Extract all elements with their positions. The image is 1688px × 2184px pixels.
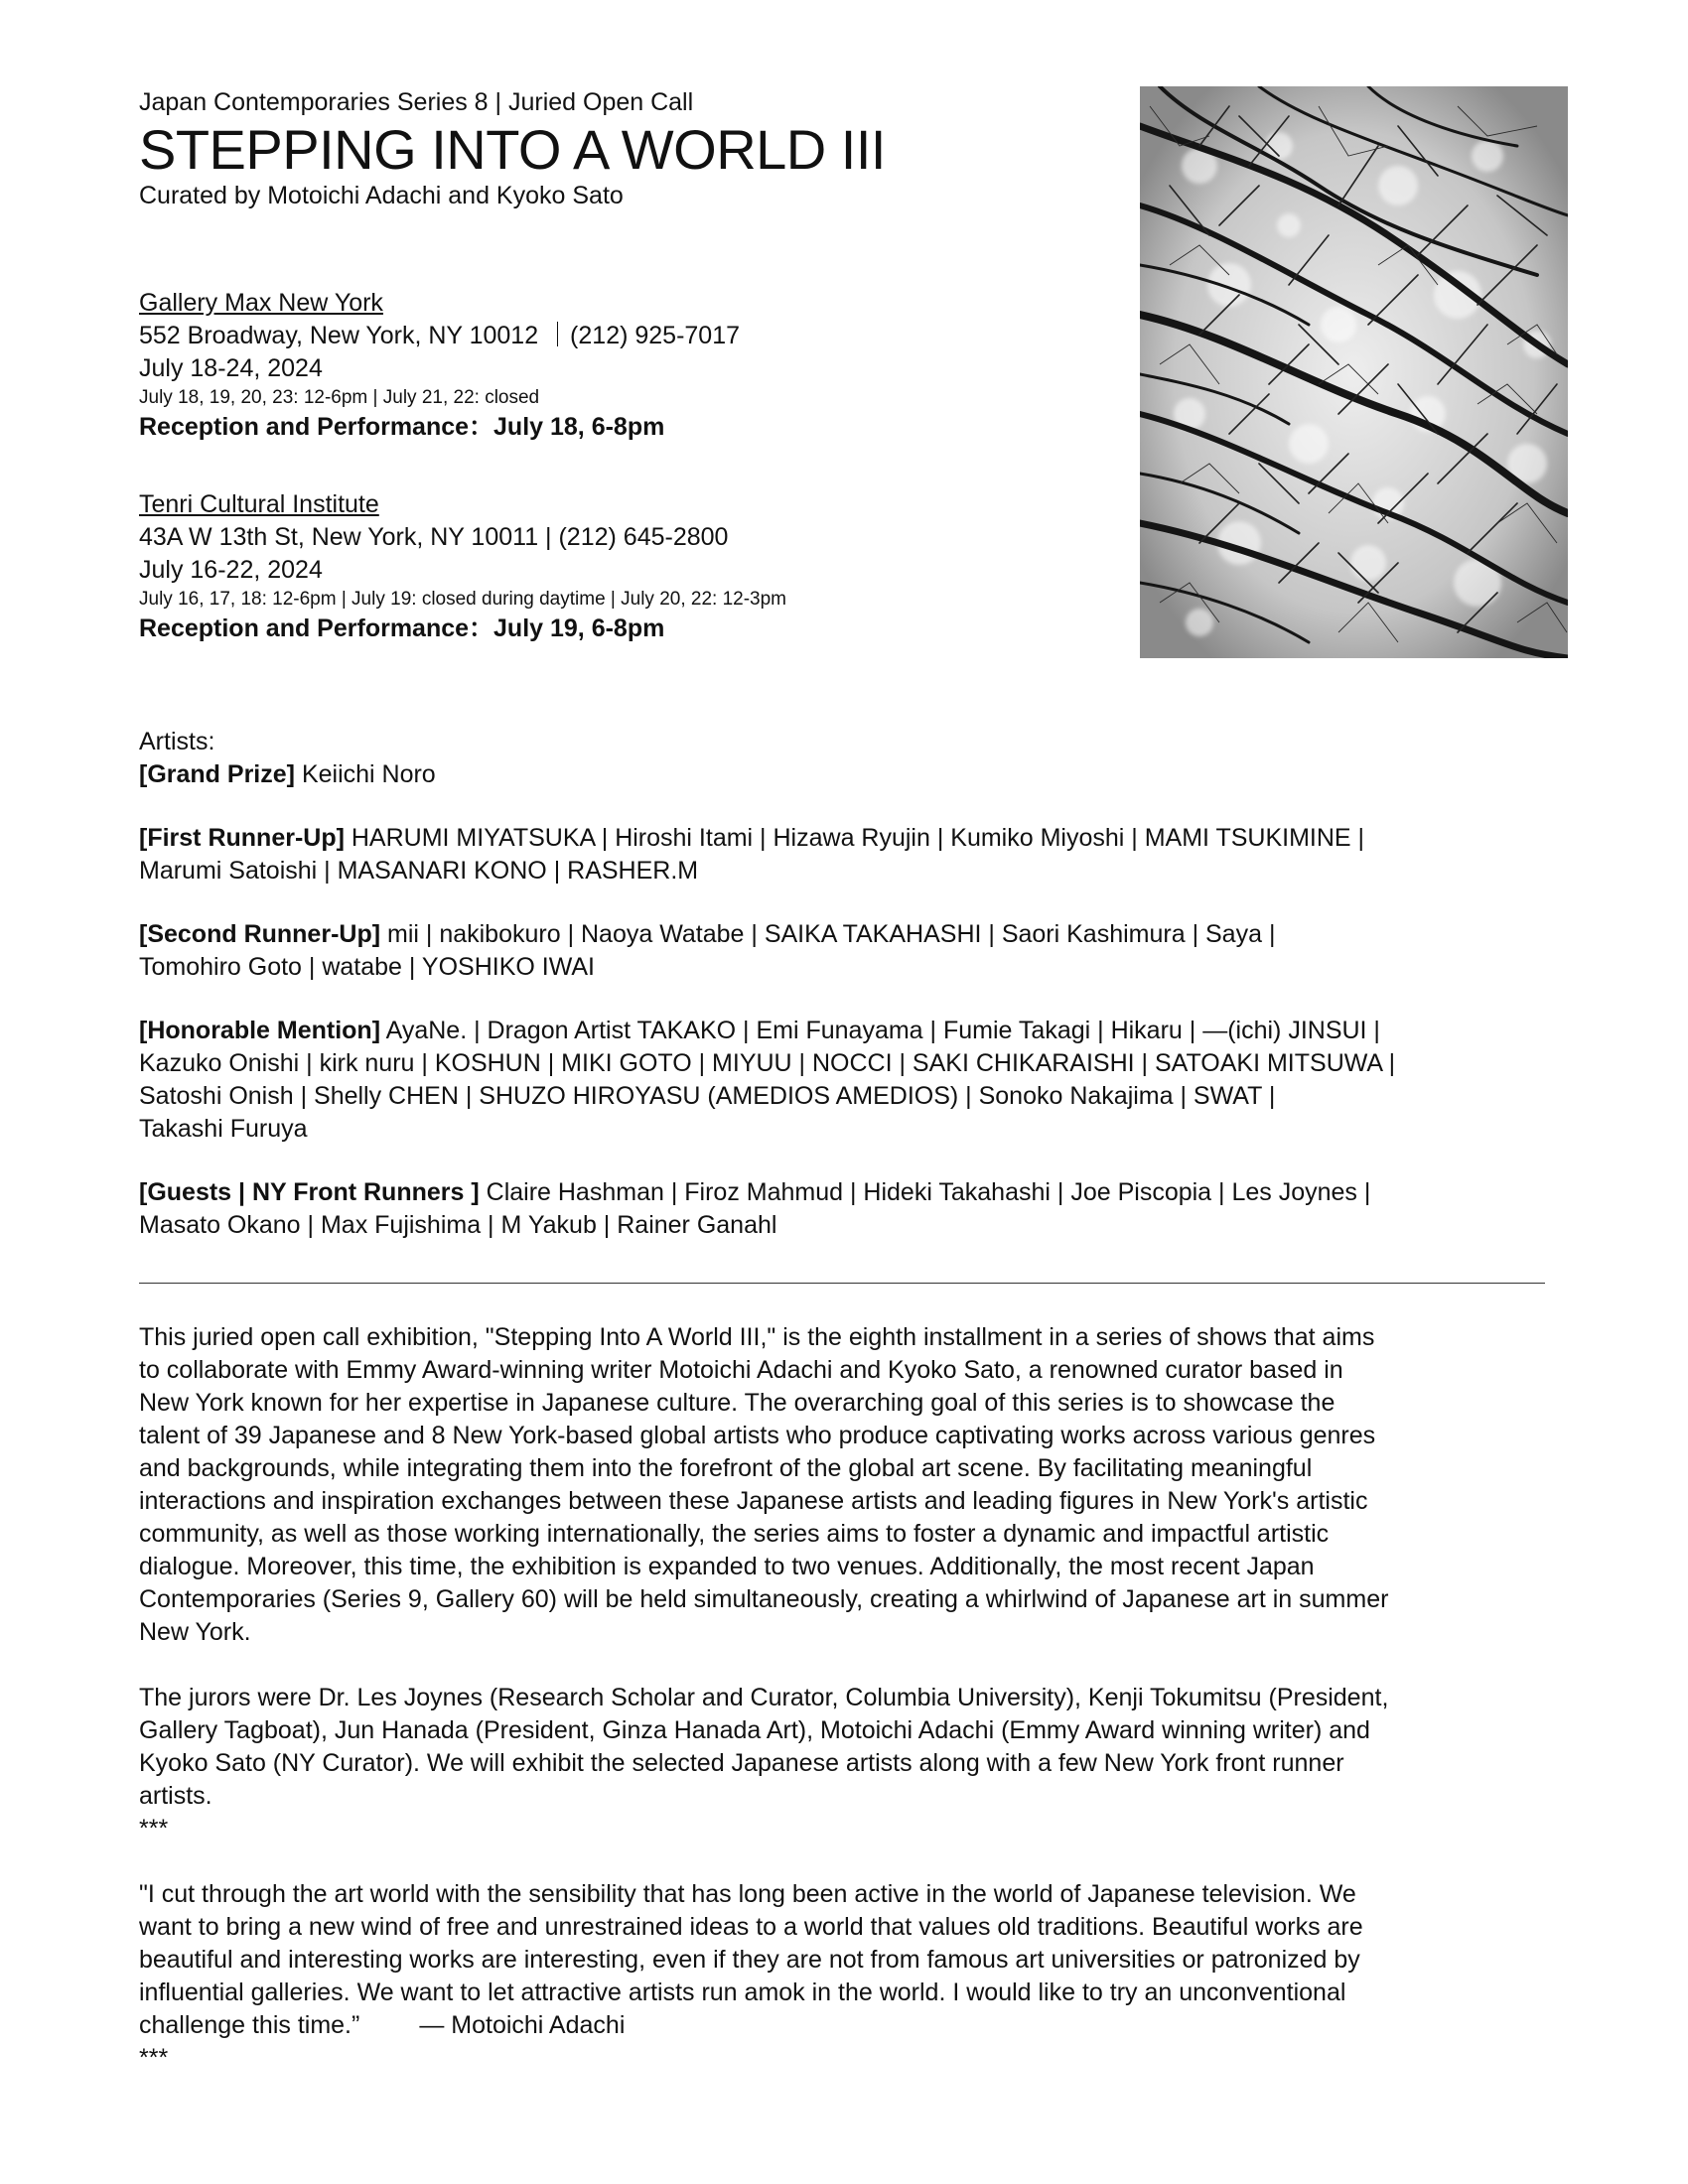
text-line: talent of 39 Japanese and 8 New York-based global artists who produce captivating works across various genres — [139, 1422, 1376, 1449]
body-text — [139, 1321, 1559, 2075]
text-line: dialogue. Moreover, this time, the exhibition is expanded to two venues. Additionally, the most recent Japan — [139, 1553, 1315, 1580]
grand-prize-names: Keiichi Noro — [301, 760, 436, 788]
text-line: New York. — [139, 1618, 251, 1646]
guests-names: Claire Hashman | Firoz Mahmud | Hideki Takahashi | Joe Piscopia | Les Joynes | — [486, 1178, 1371, 1206]
honorable-mention-group — [139, 1015, 1559, 1146]
honorable-mention-names-cont: Takashi Furuya — [139, 1115, 308, 1143]
tree-branches-photo — [1140, 86, 1568, 658]
quote-last-line — [139, 2009, 1559, 2042]
second-runner-up-label: [Second Runner-Up] — [139, 920, 381, 948]
text-line: "I cut through the art world with the sensibility that has long been active in the world of Japanese television. We — [139, 1880, 1356, 1908]
second-runner-up-names-cont: Tomohiro Goto | watabe | YOSHIKO IWAI — [139, 953, 595, 981]
guests-group — [139, 1176, 1559, 1242]
venue-name: Tenri Cultural Institute — [139, 490, 379, 518]
text-line: and backgrounds, while integrating them into the forefront of the global art scene. By facilitating meaningful — [139, 1454, 1313, 1482]
first-runner-up-names-cont: Marumi Satoishi | MASANARI KONO | RASHER.M — [139, 857, 699, 885]
first-runner-up-group — [139, 822, 1559, 887]
venue-reception: Reception and Performance：July 18, 6-8pm — [139, 413, 665, 441]
venue-hours: July 18, 19, 20, 23: 12-6pm | July 21, 22: closed — [139, 387, 540, 408]
honorable-mention-names: AyaNe. | Dragon Artist TAKAKO | Emi Funayama | Fumie Takagi | Hikaru | —(ichi) JINSUI | — [385, 1017, 1380, 1044]
text-line: This juried open call exhibition, "Stepping Into A World III," is the eighth installment in a series of shows that aims — [139, 1323, 1375, 1351]
text-line: to collaborate with Emmy Award-winning writer Motoichi Adachi and Kyoko Sato, a renowned curator based in — [139, 1356, 1343, 1384]
exhibition-title: STEPPING INTO A WORLD III — [139, 118, 886, 181]
venue-name: Gallery Max New York — [139, 289, 383, 317]
second-runner-up-group — [139, 918, 1559, 984]
text-line: Gallery Tagboat), Jun Hanada (President, Ginza Hanada Art), Motoichi Adachi (Emmy Award winning writer) and — [139, 1716, 1370, 1744]
first-runner-up-label: [First Runner-Up] — [139, 824, 345, 852]
header — [139, 87, 1082, 210]
grand-prize-group — [139, 758, 1559, 791]
venue-tenri-cultural-institute — [139, 488, 1092, 644]
honorable-mention-label: [Honorable Mention] — [139, 1017, 381, 1044]
text-line: interactions and inspiration exchanges between these Japanese artists and leading figures in New York's artistic — [139, 1487, 1368, 1515]
text-line: Contemporaries (Series 9, Gallery 60) will be held simultaneously, creating a whirlwind of Japanese art in summer — [139, 1585, 1389, 1613]
series-label: Japan Contemporaries Series 8 | Juried Open Call — [139, 88, 694, 116]
text-line: beautiful and interesting works are interesting, even if they are not from famous art universities or patronized by — [139, 1946, 1360, 1974]
grand-prize-label: [Grand Prize] — [139, 760, 295, 788]
text-line: influential galleries. We want to let attractive artists run amok in the world. I would like to try an unconventional — [139, 1979, 1346, 2006]
text-line: New York known for her expertise in Japanese culture. The overarching goal of this series is to showcase the — [139, 1389, 1336, 1417]
venue-reception: Reception and Performance：July 19, 6-8pm — [139, 614, 665, 642]
venue-gallery-max — [139, 287, 1092, 443]
jurors-paragraph — [139, 1682, 1559, 1813]
curator-line: Curated by Motoichi Adachi and Kyoko Sato — [139, 182, 624, 209]
artists-heading: Artists: — [139, 728, 215, 755]
second-runner-up-names: mii | nakibokuro | Naoya Watabe | SAIKA TAKAHASHI | Saori Kashimura | Saya | — [387, 920, 1276, 948]
text-line: artists. — [139, 1782, 212, 1810]
text-line: want to bring a new wind of free and unrestrained ideas to a world that values old traditions. Beautiful works are — [139, 1913, 1363, 1941]
artists-section — [139, 726, 1559, 1273]
separator-stars: *** — [139, 2044, 169, 2072]
honorable-mention-names-cont: Kazuko Onishi | kirk nuru | KOSHUN | MIKI GOTO | MIYUU | NOCCI | SAKI CHIKARAISHI | SATOAKI MITSUWA | — [139, 1049, 1396, 1077]
venue-address: 43A W 13th St, New York, NY 10011 | (212) 645-2800 — [139, 523, 729, 551]
text-line: The jurors were Dr. Les Joynes (Research Scholar and Curator, Columbia University), Kenji Tokumitsu (President, — [139, 1684, 1389, 1711]
divider-line — [139, 1283, 1545, 1284]
guests-names-cont: Masato Okano | Max Fujishima | M Yakub | Rainer Ganahl — [139, 1211, 777, 1239]
venue-dates: July 18-24, 2024 — [139, 354, 323, 382]
intro-paragraph — [139, 1321, 1559, 1649]
honorable-mention-names-cont: Satoshi Onish | Shelly CHEN | SHUZO HIROYASU (AMEDIOS AMEDIOS) | Sonoko Nakajima | SWAT | — [139, 1082, 1276, 1110]
venue-address: 552 Broadway, New York, NY 10012 ｜(212) 925-7017 — [139, 322, 741, 349]
text-line: challenge this time.” — [139, 2011, 360, 2039]
guests-label: [Guests | NY Front Runners ] — [139, 1178, 480, 1206]
quote-author: — Motoichi Adachi — [419, 2011, 626, 2039]
separator-stars: *** — [139, 1815, 169, 1843]
text-line: Kyoko Sato (NY Curator). We will exhibit the selected Japanese artists along with a few New York front runner — [139, 1749, 1344, 1777]
venue-hours: July 16, 17, 18: 12-6pm | July 19: closed during daytime | July 20, 22: 12-3pm — [139, 589, 787, 610]
text-line: community, as well as those working internationally, the series aims to foster a dynamic and impactful artistic — [139, 1520, 1330, 1548]
quote-paragraph — [139, 1878, 1559, 2042]
first-runner-up-names: HARUMI MIYATSUKA | Hiroshi Itami | Hizawa Ryujin | Kumiko Miyoshi | MAMI TSUKIMINE | — [351, 824, 1365, 852]
venue-dates: July 16-22, 2024 — [139, 556, 323, 584]
